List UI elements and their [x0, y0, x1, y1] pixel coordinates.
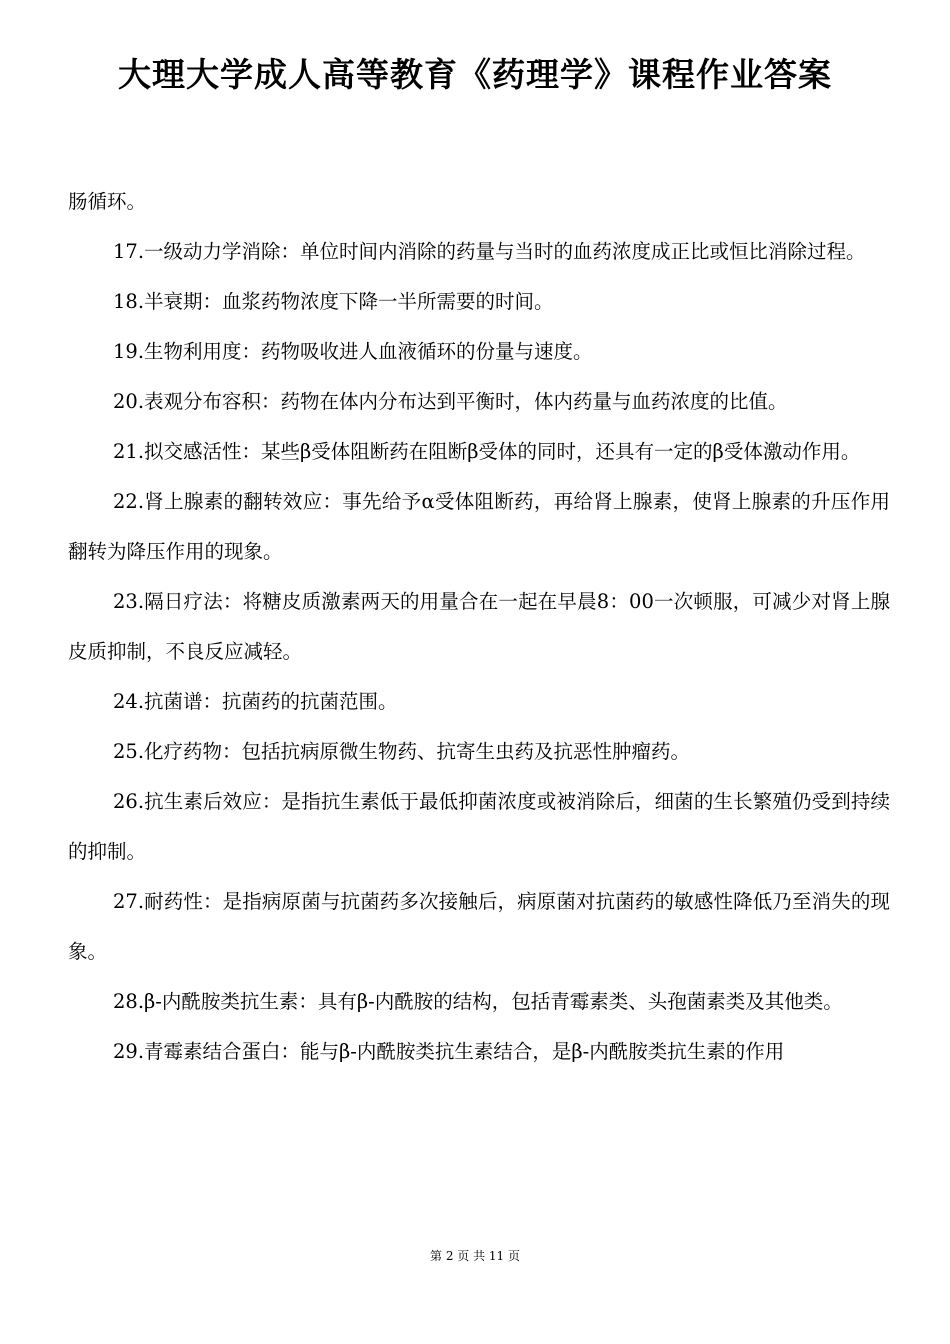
paragraph: 25.化疗药物：包括抗病原微生物药、抗寄生虫药及抗恶性肿瘤药。 — [113, 740, 691, 763]
document-title: 大理大学成人高等教育《药理学》课程作业答案 — [118, 55, 832, 94]
paragraph: 19.生物利用度：药物吸收进人血液循环的份量与速度。 — [113, 340, 593, 363]
paragraph: 26.抗生素后效应：是指抗生素低于最低抑菌浓度或被消除后，细菌的生长繁殖仍受到持续的抑制。 — [68, 790, 890, 863]
paragraph: 肠循环。 — [68, 190, 147, 213]
paragraph: 21.拟交感活性：某些β受体阻断药在阻断β受体的同时，还具有一定的β受体激动作用。 — [113, 440, 861, 463]
paragraph: 18.半衰期：血浆药物浓度下降一半所需要的时间。 — [113, 290, 554, 313]
paragraph: 29.青霉素结合蛋白：能与β-内酰胺类抗生素结合，是β-内酰胺类抗生素的作用 — [113, 1040, 785, 1063]
page-footer: 第 2 页 共 11 页 — [430, 1249, 520, 1263]
document-body — [68, 177, 890, 1077]
paragraph: 23.隔日疗法：将糖皮质激素两天的用量合在一起在早晨8：00一次顿服，可减少对肾上腺皮质抑制，不良反应减轻。 — [68, 590, 890, 663]
paragraph: 28.β-内酰胺类抗生素：具有β-内酰胺的结构，包括青霉素类、头孢菌素类及其他类。 — [113, 990, 843, 1013]
paragraph: 17.一级动力学消除：单位时间内消除的药量与当时的血药浓度成正比或恒比消除过程。 — [113, 240, 866, 263]
paragraph: 20.表观分布容积：药物在体内分布达到平衡时，体内药量与血药浓度的比值。 — [113, 390, 788, 413]
paragraph: 24.抗菌谱：抗菌药的抗菌范围。 — [113, 690, 398, 713]
paragraph: 27.耐药性：是指病原菌与抗菌药多次接触后，病原菌对抗菌药的敏感性降低乃至消失的现象。 — [68, 890, 890, 963]
paragraph: 22.肾上腺素的翻转效应：事先给予α受体阻断药，再给肾上腺素，使肾上腺素的升压作用翻转为降压作用的现象。 — [68, 490, 890, 563]
